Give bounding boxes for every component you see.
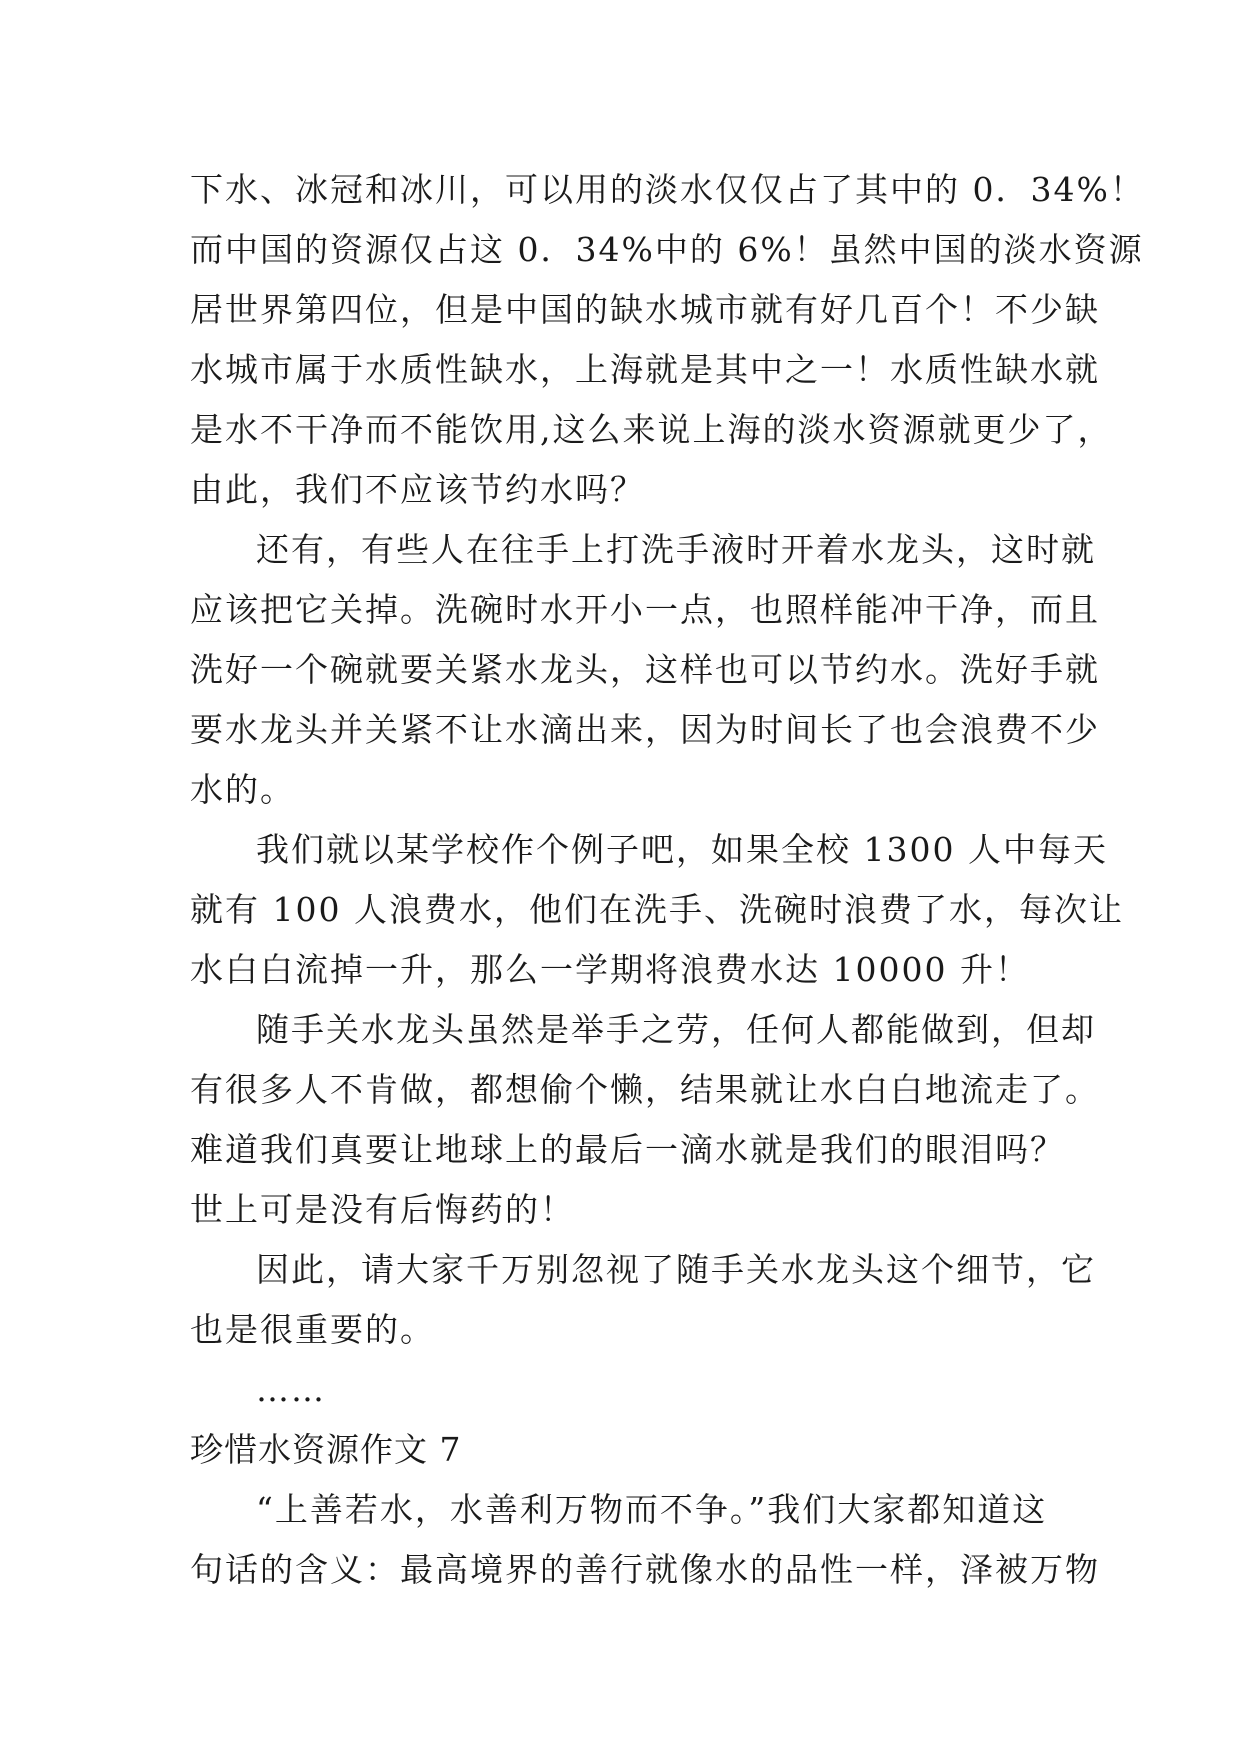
paragraph-first-line: 因此，请大家千万别忽视了随手关水龙头这个细节，它 [256,1250,1096,1289]
text-line: 由此，我们不应该节约水吗？ [190,470,645,509]
document-body [190,160,1145,1600]
text-line: 难道我们真要让地球上的最后一滴水就是我们的眼泪吗？ [190,1130,1065,1169]
text-line: 要水龙头并关紧不让水滴出来，因为时间长了也会浪费不少 [190,710,1100,749]
text-line: 下水、冰冠和冰川，可以用的淡水仅仅占了其中的 0．34%！ [190,170,1145,209]
paragraph-first-line: 随手关水龙头虽然是举手之劳，任何人都能做到，但却 [256,1010,1096,1049]
paragraph-first-line: “上善若水，水善利万物而不争。”我们大家都知道这 [256,1490,1048,1529]
text-line: 有很多人不肯做，都想偷个懒，结果就让水白白地流走了。 [190,1070,1100,1109]
text-line: 水的。 [190,770,295,809]
text-line: 居世界第四位，但是中国的缺水城市就有好几百个！不少缺 [190,290,1100,329]
text-line: 应该把它关掉。洗碗时水开小一点，也照样能冲干净，而且 [190,590,1100,629]
text-line: 就有 100 人浪费水，他们在洗手、洗碗时浪费了水，每次让 [190,890,1124,929]
text-line: 也是很重要的。 [190,1310,435,1349]
text-line: 世上可是没有后悔药的！ [190,1190,575,1229]
ellipsis: …… [256,1370,326,1409]
text-line: 水城市属于水质性缺水，上海就是其中之一！水质性缺水就 [190,350,1100,389]
text-line: 是水不干净而不能饮用,这么来说上海的淡水资源就更少了， [190,410,1113,449]
paragraph-first-line: 还有，有些人在往手上打洗手液时开着水龙头，这时就 [256,530,1096,569]
text-line: 而中国的资源仅占这 0．34%中的 6%！虽然中国的淡水资源 [190,230,1144,269]
text-line: 洗好一个碗就要关紧水龙头，这样也可以节约水。洗好手就 [190,650,1100,689]
text-line: 水白白流掉一升，那么一学期将浪费水达 10000 升！ [190,950,1030,989]
section-heading: 珍惜水资源作文 7 [190,1430,462,1469]
paragraph-first-line: 我们就以某学校作个例子吧，如果全校 1300 人中每天 [256,830,1108,869]
text-line: 句话的含义：最高境界的善行就像水的品性一样，泽被万物 [190,1550,1100,1589]
